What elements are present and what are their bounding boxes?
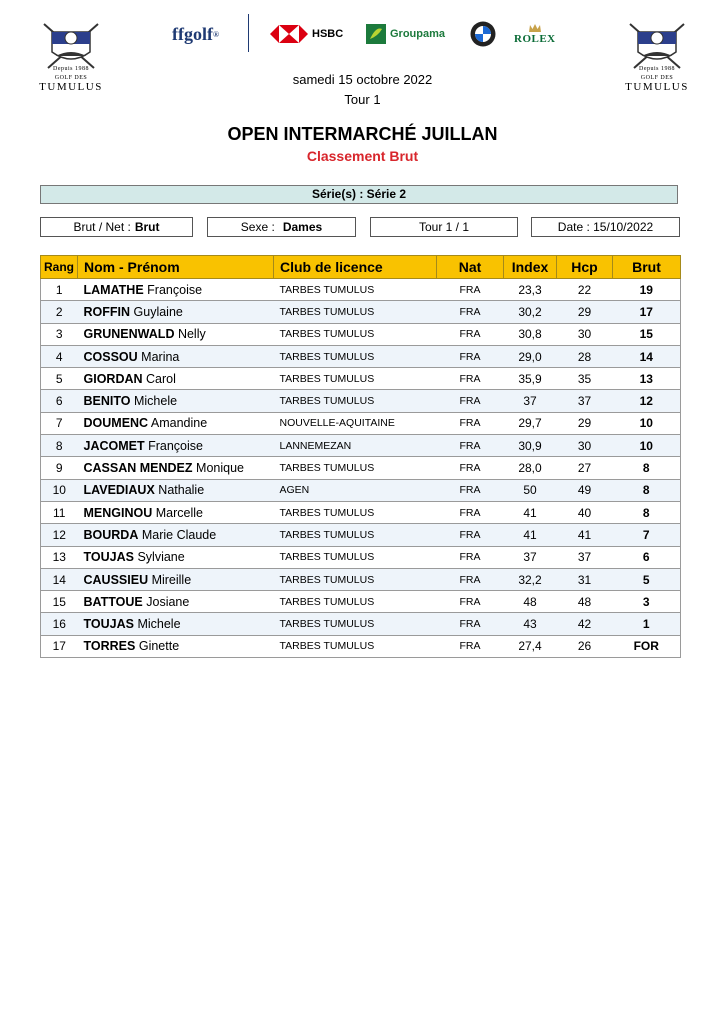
table-row <box>41 435 681 457</box>
cell-index: 37 <box>504 390 557 412</box>
table-row <box>41 301 681 323</box>
cell-brut: 8 <box>613 457 681 479</box>
cell-nom-prenom <box>78 301 274 323</box>
header-rang: Rang <box>41 256 78 279</box>
table-row <box>41 591 681 613</box>
cell-brut: 7 <box>613 524 681 546</box>
club-logo-since: Depuis 1988 <box>53 66 89 72</box>
cell-brut: 14 <box>613 345 681 367</box>
bmw-roundel-icon <box>470 21 496 47</box>
cell-prenom: Françoise <box>148 438 203 453</box>
table-row <box>41 323 681 345</box>
cell-nom: DOUMENC <box>83 416 149 431</box>
cell-index: 50 <box>504 479 557 501</box>
results-table <box>40 255 681 658</box>
cell-brut: 13 <box>613 368 681 390</box>
cell-brut: 1 <box>613 613 681 635</box>
cell-hcp: 26 <box>557 635 613 657</box>
cell-nom: BATTOUE <box>83 594 143 609</box>
bmw-logo <box>470 12 496 56</box>
cell-index: 30,9 <box>504 435 557 457</box>
cell-nom-prenom <box>78 635 274 657</box>
cell-nom-prenom <box>78 435 274 457</box>
club-logo-since: Depuis 1988 <box>639 66 675 72</box>
table-row <box>41 524 681 546</box>
page-title: OPEN INTERMARCHÉ JUILLAN <box>227 124 498 144</box>
cell-index: 29,0 <box>504 345 557 367</box>
cell-nat: FRA <box>437 524 504 546</box>
cell-club: TARBES TUMULUS <box>274 635 437 657</box>
cell-nom: TORRES <box>83 639 136 654</box>
cell-brut: FOR <box>613 635 681 657</box>
cell-index: 30,8 <box>504 323 557 345</box>
cell-brut: 19 <box>613 279 681 301</box>
cell-rang: 10 <box>41 479 78 501</box>
cell-hcp: 37 <box>557 390 613 412</box>
cell-nom: TOUJAS <box>83 617 134 632</box>
groupama-leaf-icon <box>366 24 386 44</box>
cell-nom-prenom <box>78 368 274 390</box>
cell-hcp: 29 <box>557 301 613 323</box>
cell-prenom: Ginette <box>138 639 180 654</box>
cell-hcp: 35 <box>557 368 613 390</box>
cell-index: 35,9 <box>504 368 557 390</box>
cell-index: 41 <box>504 501 557 523</box>
rolex-text: ROLEX <box>514 33 556 45</box>
cell-index: 28,0 <box>504 457 557 479</box>
cell-nat: FRA <box>437 368 504 390</box>
header-index: Index <box>504 256 557 279</box>
cell-prenom: Mireille <box>151 572 192 587</box>
cell-nom: COSSOU <box>83 349 138 364</box>
cell-prenom: Michele <box>133 394 178 409</box>
header-nom: Nom - Prénom <box>78 256 274 279</box>
cell-nom: ROFFIN <box>83 304 131 319</box>
cell-club: TARBES TUMULUS <box>274 390 437 412</box>
cell-hcp: 27 <box>557 457 613 479</box>
cell-brut: 8 <box>613 501 681 523</box>
cell-nom-prenom <box>78 479 274 501</box>
cell-nom-prenom <box>78 546 274 568</box>
cell-nom-prenom <box>78 323 274 345</box>
cell-club: TARBES TUMULUS <box>274 568 437 590</box>
club-logo-line2: TUMULUS <box>625 81 689 93</box>
rolex-logo <box>514 12 556 56</box>
cell-club: TARBES TUMULUS <box>274 501 437 523</box>
cell-rang: 17 <box>41 635 78 657</box>
cell-rang: 3 <box>41 323 78 345</box>
cell-prenom: Marina <box>141 349 180 364</box>
cell-rang: 11 <box>41 501 78 523</box>
tour-box: Tour 1 / 1 <box>370 217 518 237</box>
cell-hcp: 28 <box>557 345 613 367</box>
cell-nom-prenom <box>78 524 274 546</box>
table-header-row <box>41 256 681 279</box>
cell-rang: 7 <box>41 412 78 434</box>
cell-nat: FRA <box>437 345 504 367</box>
table-row <box>41 412 681 434</box>
cell-club: TARBES TUMULUS <box>274 546 437 568</box>
cell-prenom: Marie Claude <box>141 527 217 542</box>
cell-nom: MENGINOU <box>83 505 153 520</box>
hsbc-text: HSBC <box>312 28 344 40</box>
hsbc-hexagon-icon <box>270 25 308 43</box>
cell-nom: JACOMET <box>83 438 145 453</box>
cell-club: TARBES TUMULUS <box>274 591 437 613</box>
cell-prenom: Michele <box>137 617 181 632</box>
cell-brut: 5 <box>613 568 681 590</box>
table-row <box>41 368 681 390</box>
cell-brut: 10 <box>613 435 681 457</box>
cell-nom: TOUJAS <box>83 550 134 565</box>
cell-rang: 15 <box>41 591 78 613</box>
cell-brut: 12 <box>613 390 681 412</box>
cell-rang: 2 <box>41 301 78 323</box>
table-row <box>41 568 681 590</box>
cell-nom-prenom <box>78 390 274 412</box>
cell-index: 27,4 <box>504 635 557 657</box>
cell-nom-prenom <box>78 412 274 434</box>
cell-nat: FRA <box>437 479 504 501</box>
sexe-box <box>207 217 356 237</box>
club-logo-line2: TUMULUS <box>39 81 103 93</box>
table-row <box>41 279 681 301</box>
cell-nom-prenom <box>78 501 274 523</box>
sponsor-divider <box>248 14 249 52</box>
cell-hcp: 41 <box>557 524 613 546</box>
cell-nat: FRA <box>437 457 504 479</box>
cell-rang: 13 <box>41 546 78 568</box>
header-club: Club de licence <box>274 256 437 279</box>
table-row <box>41 635 681 657</box>
cell-rang: 16 <box>41 613 78 635</box>
cell-index: 41 <box>504 524 557 546</box>
cell-index: 29,7 <box>504 412 557 434</box>
cell-prenom: Nathalie <box>158 483 205 498</box>
cell-hcp: 22 <box>557 279 613 301</box>
cell-hcp: 42 <box>557 613 613 635</box>
cell-prenom: Carol <box>146 371 176 386</box>
cell-rang: 4 <box>41 345 78 367</box>
cell-prenom: Guylaine <box>133 304 183 319</box>
cell-index: 23,3 <box>504 279 557 301</box>
cell-brut: 8 <box>613 479 681 501</box>
groupama-text: Groupama <box>390 28 446 40</box>
cell-nat: FRA <box>437 390 504 412</box>
cell-nom: GIORDAN <box>83 371 143 386</box>
cell-club: TARBES TUMULUS <box>274 279 437 301</box>
cell-hcp: 37 <box>557 546 613 568</box>
table-row <box>41 457 681 479</box>
brutnet-box <box>40 217 193 237</box>
club-logo-line1: GOLF DES <box>640 75 674 81</box>
cell-hcp: 30 <box>557 323 613 345</box>
brutnet-label: Brut / Net : <box>73 220 131 234</box>
cell-nom: BENITO <box>83 394 131 409</box>
cell-index: 48 <box>504 591 557 613</box>
hsbc-logo <box>270 12 343 56</box>
cell-club: TARBES TUMULUS <box>274 524 437 546</box>
header-nat: Nat <box>437 256 504 279</box>
cell-nom: LAVEDIAUX <box>83 483 155 498</box>
cell-prenom: Sylviane <box>137 550 185 565</box>
cell-nom-prenom <box>78 457 274 479</box>
cell-club: TARBES TUMULUS <box>274 613 437 635</box>
cell-nat: FRA <box>437 613 504 635</box>
cell-rang: 6 <box>41 390 78 412</box>
table-row <box>41 345 681 367</box>
cell-nom-prenom <box>78 279 274 301</box>
cell-nat: FRA <box>437 279 504 301</box>
cell-index: 32,2 <box>504 568 557 590</box>
cell-hcp: 30 <box>557 435 613 457</box>
cell-nom-prenom <box>78 613 274 635</box>
table-row <box>41 501 681 523</box>
cell-hcp: 40 <box>557 501 613 523</box>
cell-club: TARBES TUMULUS <box>274 457 437 479</box>
brutnet-value: Brut <box>134 220 160 234</box>
cell-rang: 5 <box>41 368 78 390</box>
cell-nom-prenom <box>78 568 274 590</box>
ffgolf-text: ffgolf <box>172 23 213 44</box>
cell-club: NOUVELLE-AQUITAINE <box>274 412 437 434</box>
crown-icon <box>528 23 542 33</box>
cell-brut: 15 <box>613 323 681 345</box>
cell-nat: FRA <box>437 501 504 523</box>
cell-nat: FRA <box>437 412 504 434</box>
groupama-logo <box>366 12 445 56</box>
table-row <box>41 613 681 635</box>
cell-brut: 6 <box>613 546 681 568</box>
cell-prenom: Marcelle <box>155 505 203 520</box>
cell-nom-prenom <box>78 345 274 367</box>
cell-club: TARBES TUMULUS <box>274 323 437 345</box>
cell-nom: LAMATHE <box>83 282 144 297</box>
header-brut: Brut <box>613 256 681 279</box>
cell-brut: 17 <box>613 301 681 323</box>
cell-club: TARBES TUMULUS <box>274 345 437 367</box>
ffgolf-logo: ffgolf ® <box>172 23 219 44</box>
cell-nat: FRA <box>437 635 504 657</box>
cell-nat: FRA <box>437 323 504 345</box>
cell-index: 43 <box>504 613 557 635</box>
cell-club: TARBES TUMULUS <box>274 368 437 390</box>
cell-club: TARBES TUMULUS <box>274 301 437 323</box>
cell-index: 30,2 <box>504 301 557 323</box>
cell-nat: FRA <box>437 301 504 323</box>
cell-nom: BOURDA <box>83 527 139 542</box>
cell-index: 37 <box>504 546 557 568</box>
cell-prenom: Monique <box>196 461 244 476</box>
table-row <box>41 546 681 568</box>
cell-nom: GRUNENWALD <box>83 327 175 342</box>
cell-rang: 14 <box>41 568 78 590</box>
cell-prenom: Françoise <box>147 282 203 297</box>
table-row <box>41 479 681 501</box>
cell-prenom: Amandine <box>150 416 208 431</box>
table-row <box>41 390 681 412</box>
cell-rang: 8 <box>41 435 78 457</box>
cell-nom: CASSAN MENDEZ <box>83 461 193 476</box>
cell-rang: 1 <box>41 279 78 301</box>
cell-rang: 9 <box>41 457 78 479</box>
cell-brut: 10 <box>613 412 681 434</box>
cell-nat: FRA <box>437 591 504 613</box>
cell-prenom: Josiane <box>146 594 190 609</box>
cell-brut: 3 <box>613 591 681 613</box>
serie-banner: Série(s) : Série 2 <box>40 185 678 204</box>
sexe-value: Dames <box>282 220 323 234</box>
cell-hcp: 29 <box>557 412 613 434</box>
date-box: Date : 15/10/2022 <box>531 217 680 237</box>
cell-nat: FRA <box>437 568 504 590</box>
cell-club: AGEN <box>274 479 437 501</box>
event-tour: Tour 1 <box>344 92 381 107</box>
page-subtitle: Classement Brut <box>306 148 419 164</box>
sexe-label: Sexe : <box>240 220 275 234</box>
cell-prenom: Nelly <box>177 327 206 342</box>
header-hcp: Hcp <box>557 256 613 279</box>
cell-club: LANNEMEZAN <box>274 435 437 457</box>
cell-hcp: 48 <box>557 591 613 613</box>
cell-hcp: 49 <box>557 479 613 501</box>
cell-hcp: 31 <box>557 568 613 590</box>
event-date: samedi 15 octobre 2022 <box>292 72 433 87</box>
sponsor-bar <box>168 12 564 56</box>
club-logo-line1: GOLF DES <box>54 75 88 81</box>
cell-nom: CAUSSIEU <box>83 572 149 587</box>
cell-nat: FRA <box>437 546 504 568</box>
cell-nat: FRA <box>437 435 504 457</box>
cell-nom-prenom <box>78 591 274 613</box>
cell-rang: 12 <box>41 524 78 546</box>
